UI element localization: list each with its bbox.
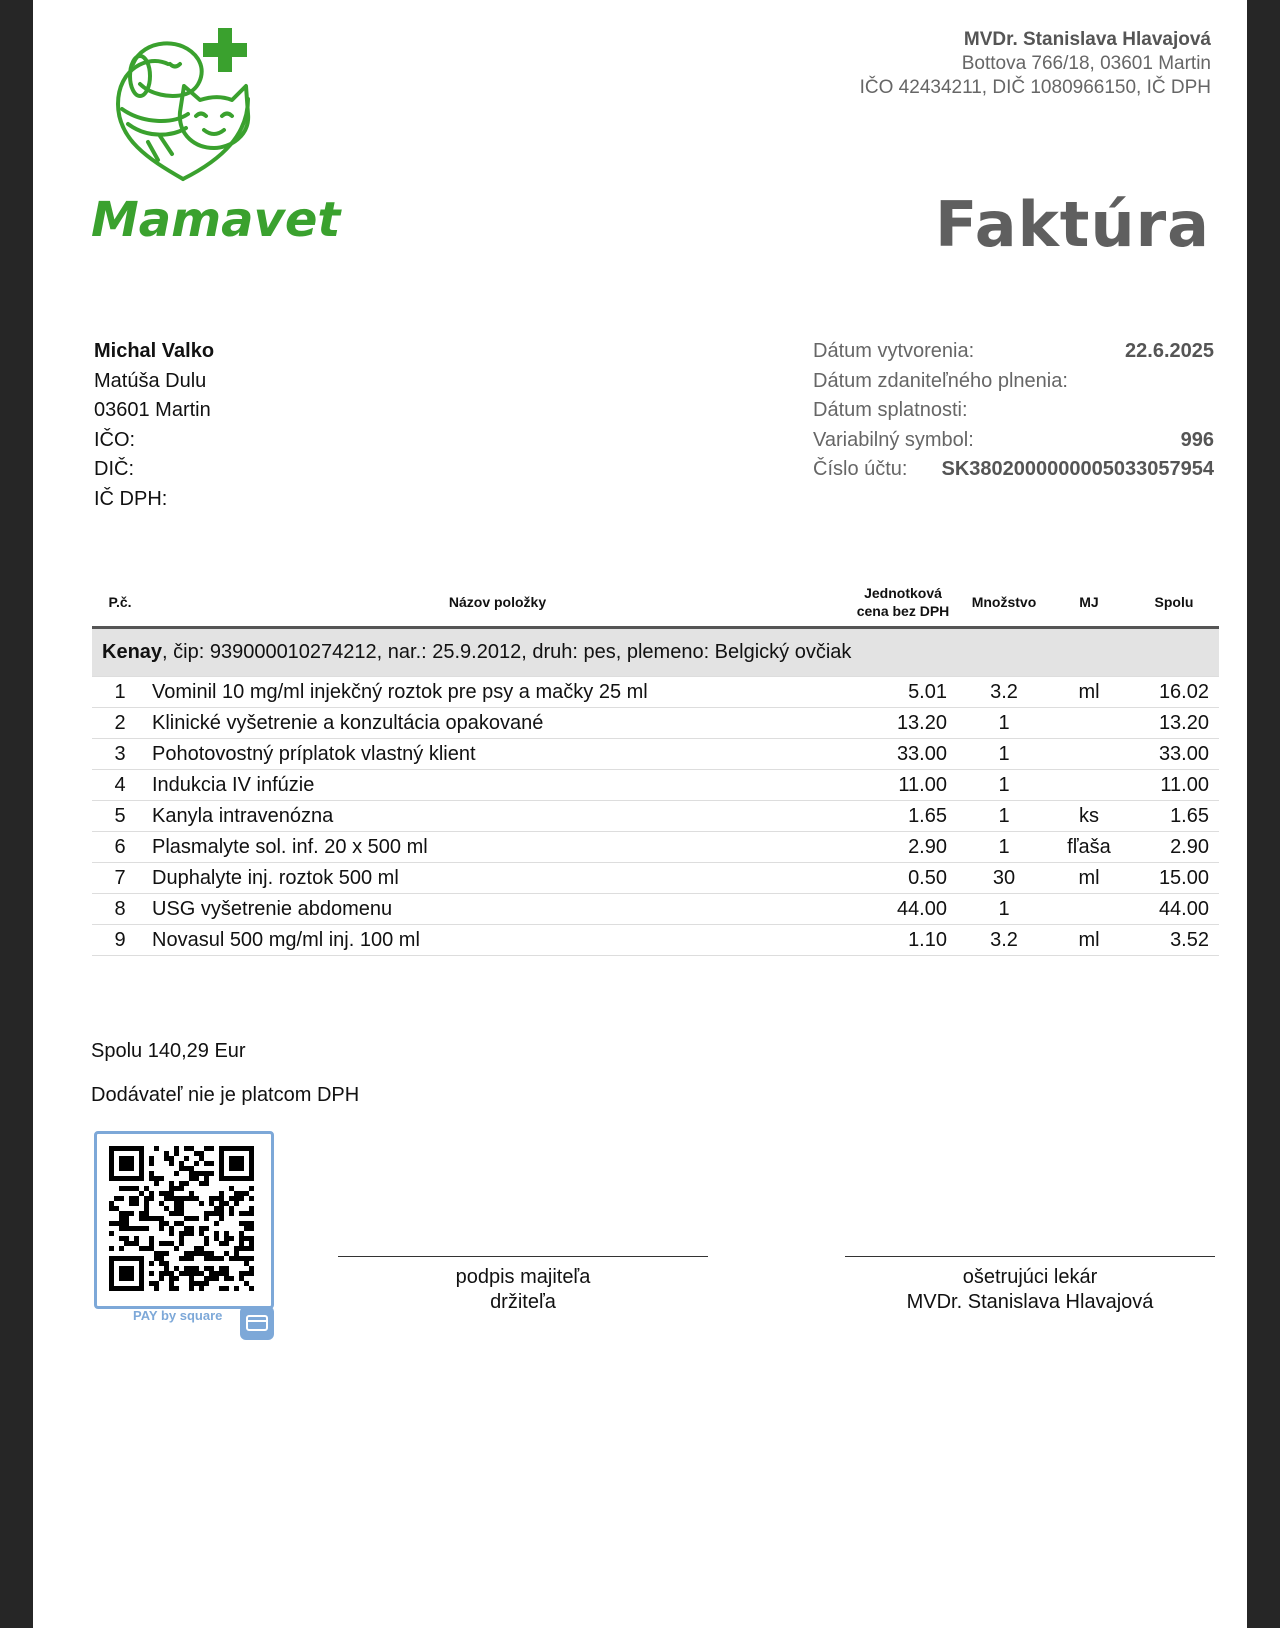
row-name: Novasul 500 mg/ml inj. 100 ml: [148, 925, 847, 956]
invoice-total: Spolu 140,29 Eur: [91, 1040, 246, 1062]
row-total: 13.20: [1129, 708, 1219, 739]
row-price: 13.20: [847, 708, 959, 739]
row-name: Klinické vyšetrenie a konzultácia opakované: [148, 708, 847, 739]
row-name: Indukcia IV infúzie: [148, 770, 847, 801]
row-mj: ml: [1049, 677, 1129, 708]
table-row: [92, 739, 1219, 770]
customer-city: 03601 Martin: [94, 399, 211, 421]
row-name: USG vyšetrenie abdomenu: [148, 894, 847, 925]
customer-street: Matúša Dulu: [94, 369, 207, 392]
card-icon: [240, 1306, 274, 1340]
row-total: 11.00: [1129, 770, 1219, 801]
row-total: 44.00: [1129, 894, 1219, 925]
pay-by-square-label: PAY by square: [133, 1308, 223, 1323]
meta-created-value: 22.6.2025: [1125, 340, 1214, 362]
table-row: [92, 894, 1219, 925]
header-name: Názov položky: [148, 578, 847, 628]
meta-account-row: [813, 455, 1214, 485]
row-num: 6: [92, 832, 148, 863]
row-price: 44.00: [847, 894, 959, 925]
row-price: 1.65: [847, 801, 959, 832]
header-total: Spolu: [1129, 578, 1219, 628]
owner-signature-line: [338, 1256, 708, 1257]
row-mj: ks: [1049, 801, 1129, 832]
doctor-signature-label-1: ošetrujúci lekár: [962, 1266, 1098, 1288]
doctor-signature: [845, 1256, 1215, 1315]
meta-account-label: Číslo účtu:: [813, 458, 908, 480]
supplier-block: [860, 28, 1211, 100]
customer-dic-label: DIČ:: [94, 458, 134, 480]
pet-details: , čip: 939000010274212, nar.: 25.9.2012, druh: pes, plemeno: Belgický ovčiak: [162, 641, 852, 663]
row-mj: ml: [1049, 863, 1129, 894]
row-total: 15.00: [1129, 863, 1219, 894]
brand-name: Mamavet: [91, 192, 341, 248]
doctor-signature-label-2: MVDr. Stanislava Hlavajová: [906, 1291, 1154, 1313]
doctor-signature-line: [845, 1256, 1215, 1257]
row-total: 33.00: [1129, 739, 1219, 770]
table-row: [92, 863, 1219, 894]
row-name: Vominil 10 mg/ml injekčný roztok pre psy a mačky 25 ml: [148, 677, 847, 708]
vat-note: Dodávateľ nie je platcom DPH: [91, 1084, 360, 1106]
row-total: 2.90: [1129, 832, 1219, 863]
row-qty: 1: [959, 708, 1049, 739]
row-price: 11.00: [847, 770, 959, 801]
meta-due-row: [813, 396, 1214, 426]
row-price: 5.01: [847, 677, 959, 708]
header-mj: MJ: [1049, 578, 1129, 628]
supplier-ids: IČO 42434211, DIČ 1080966150, IČ DPH: [859, 77, 1211, 98]
row-name: Plasmalyte sol. inf. 20 x 500 ml: [148, 832, 847, 863]
customer-ico-label: IČO:: [94, 428, 136, 451]
customer-icdph-label: IČ DPH:: [94, 487, 168, 510]
row-qty: 1: [959, 739, 1049, 770]
row-total: 16.02: [1129, 677, 1219, 708]
row-mj: fľaša: [1049, 832, 1129, 863]
row-qty: 3.2: [959, 925, 1049, 956]
row-price: 1.10: [847, 925, 959, 956]
row-num: 4: [92, 770, 148, 801]
owner-signature-label-1: podpis majiteľa: [455, 1266, 591, 1288]
table-row: [92, 801, 1219, 832]
row-qty: 1: [959, 894, 1049, 925]
owner-signature: [338, 1256, 708, 1315]
row-price: 33.00: [847, 739, 959, 770]
qr-code-icon: [94, 1131, 274, 1309]
invoice-meta: [813, 337, 1214, 485]
table-header-row: [92, 578, 1219, 628]
row-num: 2: [92, 708, 148, 739]
row-name: Pohotovostný príplatok vlastný klient: [148, 739, 847, 770]
supplier-name: MVDr. Stanislava Hlavajová: [963, 29, 1211, 50]
row-name: Kanyla intravenózna: [148, 801, 847, 832]
meta-taxable-label: Dátum zdaniteľného plnenia:: [813, 369, 1068, 392]
table-row: [92, 925, 1219, 956]
meta-due-label: Dátum splatnosti:: [813, 399, 968, 421]
items-table: [92, 578, 1219, 956]
supplier-address: Bottova 766/18, 03601 Martin: [961, 53, 1211, 74]
row-price: 2.90: [847, 832, 959, 863]
meta-account-value: SK3802000000005033057954: [941, 458, 1214, 480]
row-qty: 1: [959, 801, 1049, 832]
row-num: 8: [92, 894, 148, 925]
customer-block: [94, 337, 214, 514]
row-total: 1.65: [1129, 801, 1219, 832]
row-num: 1: [92, 677, 148, 708]
row-mj: [1049, 739, 1129, 770]
customer-name: Michal Valko: [94, 340, 215, 362]
row-qty: 3.2: [959, 677, 1049, 708]
owner-signature-label-2: držiteľa: [490, 1291, 556, 1313]
table-row: [92, 677, 1219, 708]
row-total: 3.52: [1129, 925, 1219, 956]
meta-vs-row: [813, 426, 1214, 456]
meta-created-row: [813, 337, 1214, 367]
row-num: 5: [92, 801, 148, 832]
row-mj: ml: [1049, 925, 1129, 956]
meta-vs-value: 996: [1180, 428, 1214, 451]
table-row: [92, 708, 1219, 739]
pet-name: Kenay: [102, 641, 163, 663]
header-price: Jednotková cena bez DPH: [847, 578, 959, 628]
table-row: [92, 832, 1219, 863]
pet-group-cell: [92, 628, 1219, 677]
row-num: 9: [92, 925, 148, 956]
meta-vs-label: Variabilný symbol:: [813, 428, 974, 451]
row-name: Duphalyte inj. roztok 500 ml: [148, 863, 847, 894]
meta-created-label: Dátum vytvorenia:: [813, 340, 975, 362]
row-price: 0.50: [847, 863, 959, 894]
row-qty: 1: [959, 832, 1049, 863]
document-title: Faktúra: [935, 188, 1210, 261]
row-num: 3: [92, 739, 148, 770]
header-qty: Množstvo: [959, 578, 1049, 628]
row-mj: [1049, 708, 1129, 739]
meta-taxable-row: [813, 367, 1214, 397]
row-num: 7: [92, 863, 148, 894]
row-qty: 1: [959, 770, 1049, 801]
row-qty: 30: [959, 863, 1049, 894]
row-mj: [1049, 770, 1129, 801]
pet-group-row: [92, 628, 1219, 677]
header-num: P.č.: [92, 578, 148, 628]
table-row: [92, 770, 1219, 801]
row-mj: [1049, 894, 1129, 925]
